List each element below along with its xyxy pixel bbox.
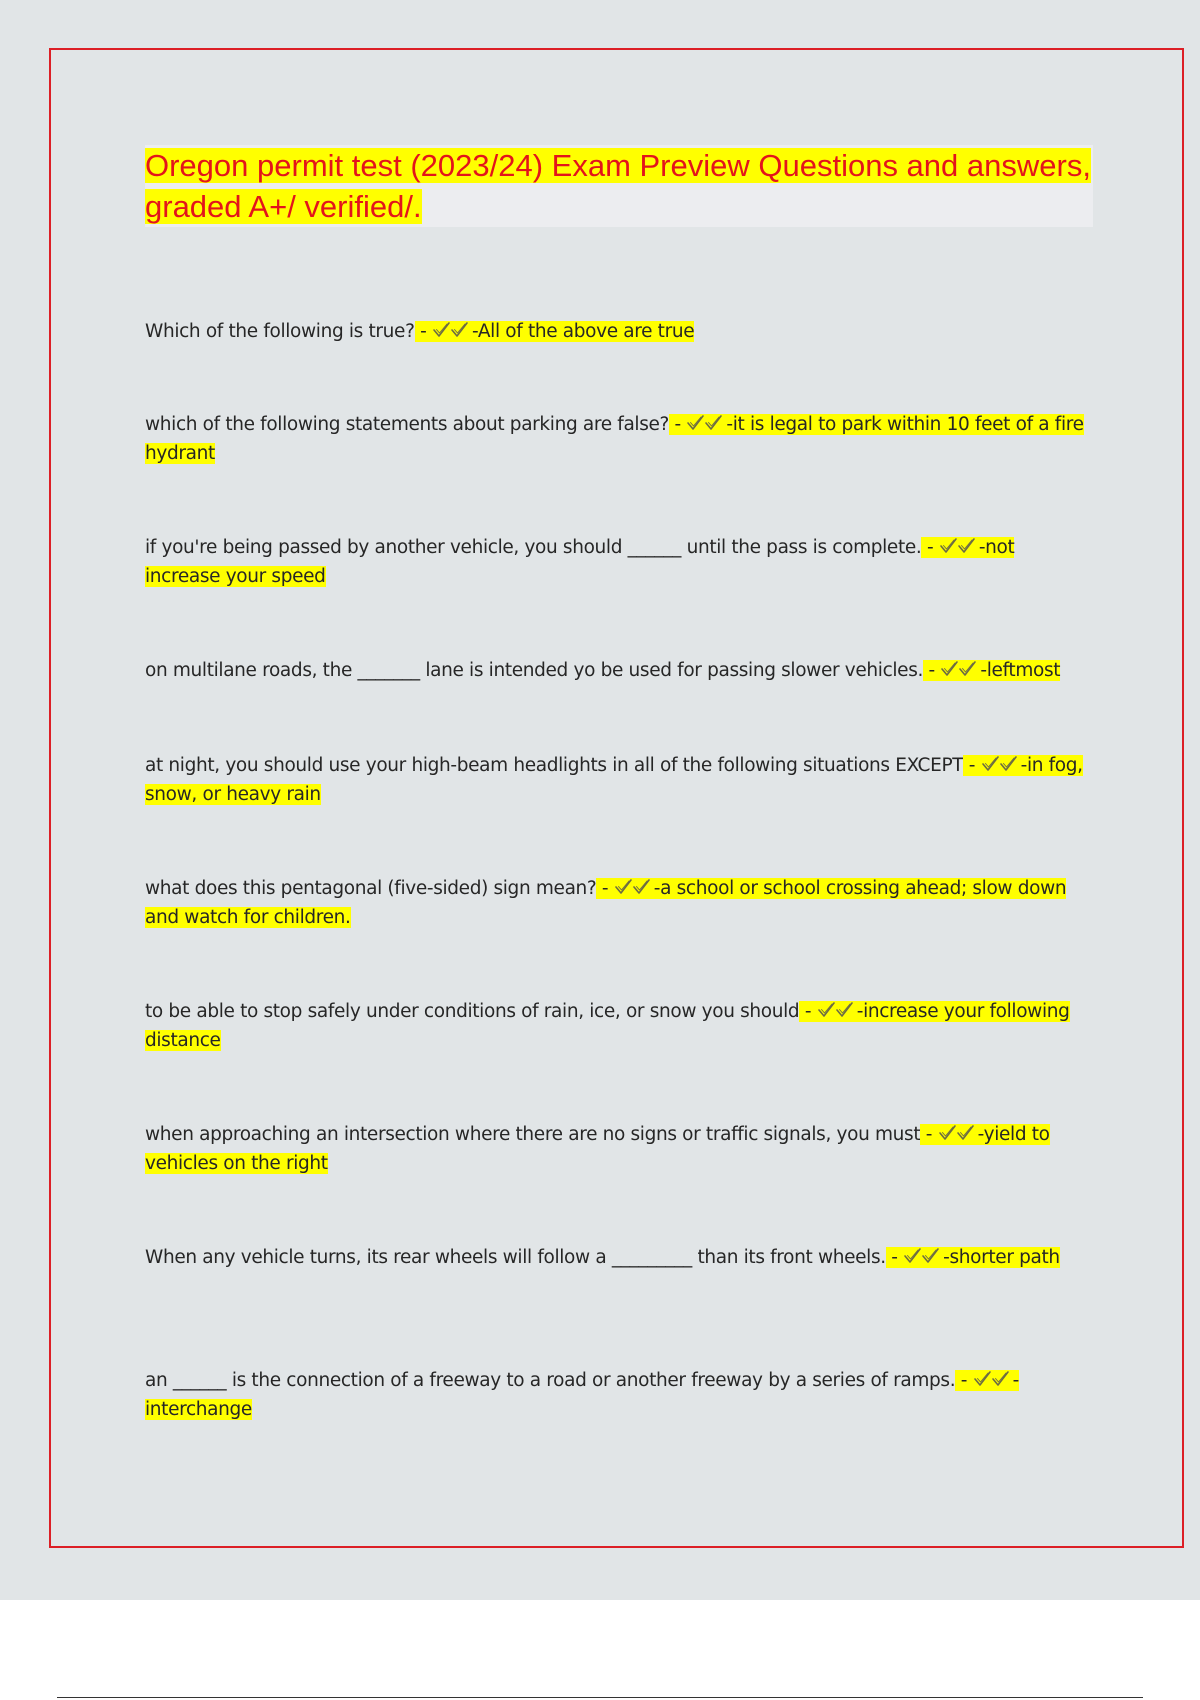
question-text: an ______ is the connection of a freeway to a road or another freeway by a series of ramps. [145,1370,956,1391]
double-check-icon [686,413,726,431]
qa-item [145,1367,1095,1424]
answer-text: not increase your speed [145,537,1015,587]
qa-item [145,1244,1095,1273]
answer-text: in fog, snow, or heavy rain [145,755,1083,805]
double-check-icon [817,1000,857,1018]
double-check-icon [940,659,980,677]
answer-highlight: - -shorter path [885,1247,1060,1268]
answer-highlight: - -not increase your speed [145,537,1015,587]
qa-item [145,1121,1095,1178]
answer-highlight: - -All of the above are true [414,321,695,342]
question-text: When any vehicle turns, its rear wheels will follow a _________ than its front wheels. [145,1247,886,1268]
qa-item [145,998,1095,1055]
double-check-icon [614,877,654,895]
question-text: on multilane roads, the _______ lane is intended yo be used for passing slower vehicles. [145,660,924,681]
answer-highlight: - -it is legal to park within 10 feet of a fire hydrant [145,414,1084,464]
answer-highlight: - -a school or school crossing ahead; slow down and watch for children. [145,878,1067,928]
footer-rule [57,1697,1143,1698]
answer-separator: - [963,755,981,776]
document-title-text: Oregon permit test (2023/24) Exam Preview Questions and answers, graded A+/ verified/. [145,148,1091,224]
document-title [145,145,1093,227]
double-check-icon [981,754,1021,772]
answer-text: leftmost [986,660,1061,681]
answer-separator: - [885,1247,904,1268]
answer-separator: - [923,660,941,681]
title-box [145,145,1093,227]
double-check-icon [973,1369,1013,1387]
answer-separator: - [799,1001,817,1022]
answer-highlight: - -interchange [145,1370,1019,1420]
answer-text: shorter path [949,1247,1060,1268]
answer-separator: - [596,878,614,899]
question-text: to be able to stop safely under conditions of rain, ice, or snow you should [145,1001,800,1022]
answer-text: yield to vehicles on the right [145,1124,1050,1174]
answer-separator: - [920,1124,938,1145]
answer-highlight: - -increase your following distance [145,1001,1070,1051]
answer-separator: - [669,414,687,435]
double-check-icon [432,320,472,338]
question-text: what does this pentagonal (five-sided) sign mean? [145,878,597,899]
double-check-icon [938,1123,978,1141]
qa-item [145,657,1095,686]
question-text: when approaching an intersection where there are no signs or traffic signals, you must [145,1124,921,1145]
qa-item [145,411,1095,468]
question-text: Which of the following is true? [145,321,415,342]
answer-text: a school or school crossing ahead; slow down and watch for children. [145,878,1067,928]
answer-text: interchange [145,1398,252,1420]
answer-text: increase your following distance [145,1001,1070,1051]
answer-highlight: - -in fog, snow, or heavy rain [145,755,1083,805]
question-text: at night, you should use your high-beam headlights in all of the following situations EXCEPT [145,755,964,776]
answer-separator: - [955,1370,973,1391]
question-text: if you're being passed by another vehicle, you should ______ until the pass is complete. [145,537,922,558]
double-check-icon [939,536,979,554]
question-text: which of the following statements about parking are false? [145,414,670,435]
qa-item [145,534,1095,591]
qa-item [145,752,1095,809]
double-check-icon [903,1246,943,1264]
qa-item [145,875,1095,932]
answer-text: All of the above are true [477,321,695,342]
answer-highlight: - -leftmost [923,660,1061,681]
answer-separator: - [921,537,939,558]
answer-highlight: - -yield to vehicles on the right [145,1124,1050,1174]
answer-separator: - [414,321,432,342]
answer-text: it is legal to park within 10 feet of a fire hydrant [145,414,1084,464]
qa-item [145,318,1095,347]
